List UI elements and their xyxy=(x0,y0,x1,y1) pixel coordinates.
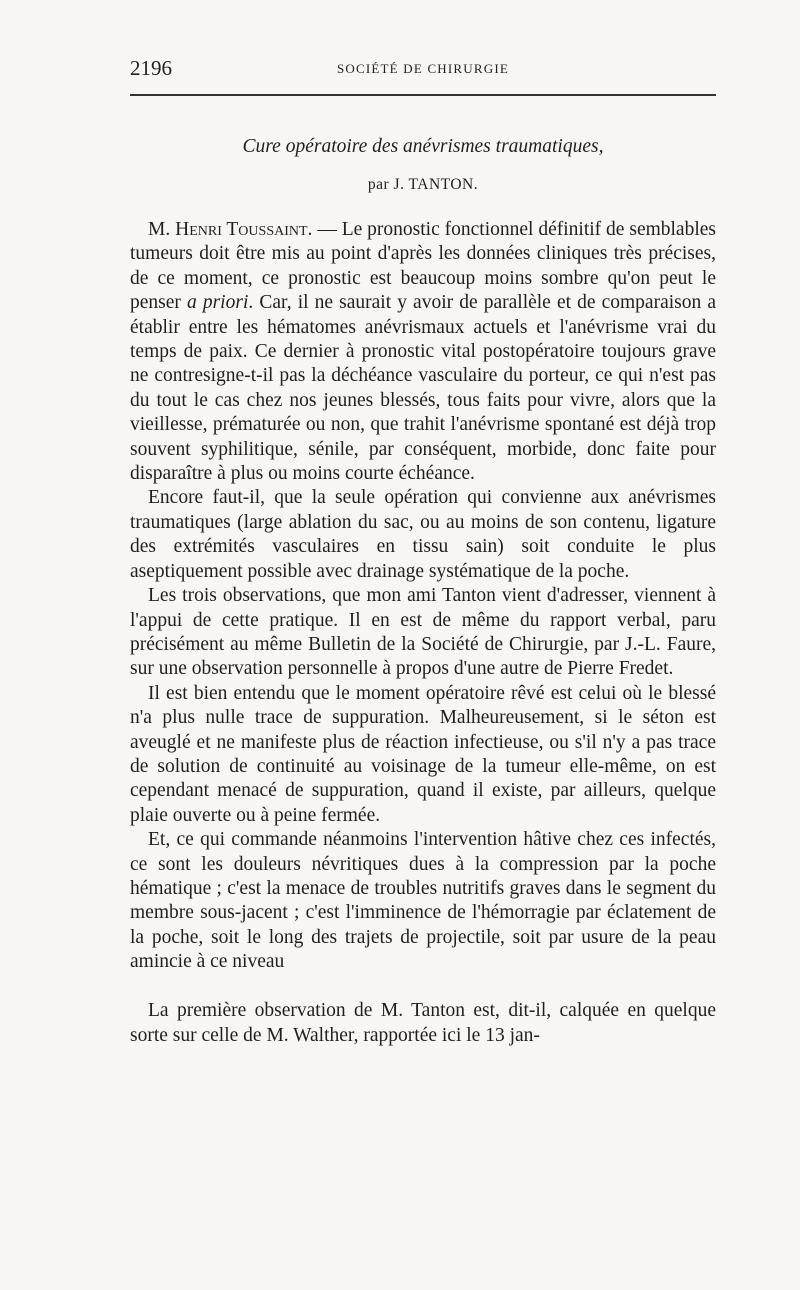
italic-term: a priori xyxy=(187,292,249,314)
text-segment: — Le pronostic fonctionnel définitif de semblables tumeurs doit être mis au point d'après les données cliniques très précises, de ce moment, ce pronostic est beaucoup moins sombre qu'on peut le penser xyxy=(130,219,717,314)
paragraph xyxy=(130,218,716,486)
article-byline: par J. TANTON. xyxy=(367,176,479,193)
header-rule xyxy=(130,94,716,96)
speaker-name: M. Henri Toussaint. xyxy=(148,219,313,240)
paragraph: Les trois observations, que mon ami Tanton vient d'adresser, viennent à l'appui de cette pratique. Il en est de même du rapport verbal, paru précisément au même Bulletin de la Société de Chirurgie, par J.-L. Faure, sur une observation personnelle à propos d'une autre de Pierre Fredet. xyxy=(130,585,716,680)
running-title: SOCIÉTÉ DE CHIRURGIE xyxy=(336,61,510,76)
paragraph: Il est bien entendu que le moment opératoire rêvé est celui où le blessé n'a plus nulle trace de suppuration. Malheureusement, si le séton est aveuglé et ne manifeste plus de réaction infectieuse, ou s'il n'y a pas trace de solution de continuité au voisinage de la tumeur elle-même, on est cependant menacé de suppuration, quand il existe, par ailleurs, quelque plaie ouverte ou à peine fermée. xyxy=(130,682,716,826)
text-segment: . Car, il ne saurait y avoir de parallèle et de comparaison a établir entre les hématomes anévrismaux actuels et l'anévrisme vrai du temps de paix. Ce dernier à pronostic vital postopératoire toujours grave ne contresigne-t-il pas la déchéance vasculaire du porteur, ce qui n'est pas du tout le cas chez nos jeunes blessés, tous faits pour vivre, alors que la vieillesse, prématurée ou non, que trahit l'anévrisme spontané est déjà trop souvent syphilitique, sénile, par conséquent, morbide, donc faite pour disparaître à plus ou moins courte échéance. xyxy=(130,292,717,485)
page-header xyxy=(130,56,716,86)
paragraph: La première observation de M. Tanton est, dit-il, calquée en quelque sorte sur celle de M. Walther, rapportée ici le 13 jan- xyxy=(130,1000,716,1046)
article-title: Cure opératoire des anévrismes traumatiques, xyxy=(242,136,604,157)
page-number: 2196 xyxy=(130,56,172,80)
body-text xyxy=(130,218,716,1048)
paragraph: Et, ce qui commande néanmoins l'intervention hâtive chez ces infectés, ce sont les douleurs névritiques dues à la compression par la poche hématique ; c'est la menace de troubles nutritifs graves dans le segment du membre sous-jacent ; c'est l'imminence de l'hémorragie par éclatement de la poche, soit le long des trajets de projectile, soit par usure de la peau amincie à ce niveau xyxy=(130,829,716,973)
paragraph: Encore faut-il, que la seule opération qui convienne aux anévrismes traumatiques (large ablation du sac, ou au moins de son contenu, ligature des extrémités vasculaires en tissu sain) soit conduite le plus aseptiquement possible avec drainage systématique de la poche. xyxy=(130,487,716,582)
